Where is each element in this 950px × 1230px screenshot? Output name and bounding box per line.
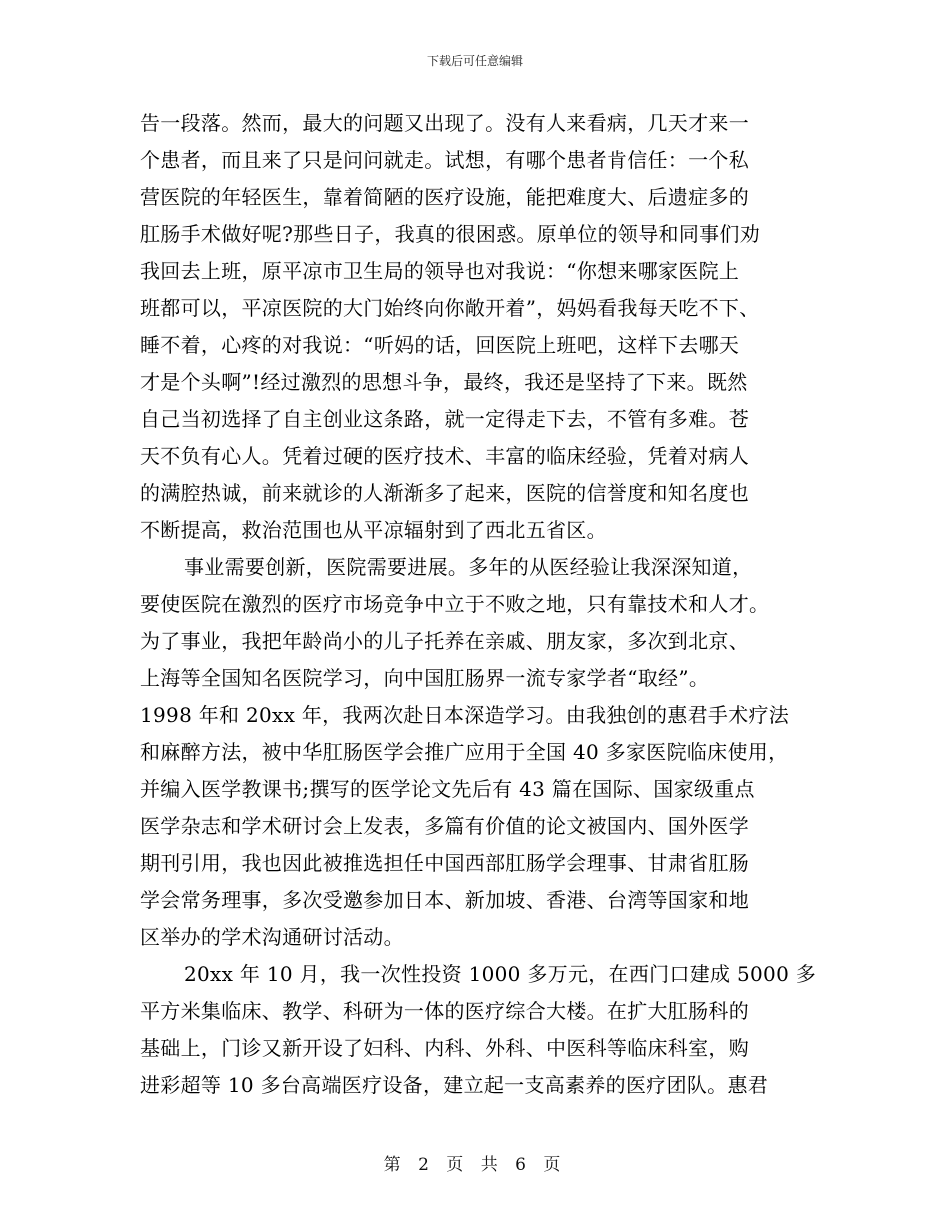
text-line: 我回去上班，原平凉市卫生局的领导也对我说：“你想来哪家医院上 (140, 259, 740, 283)
text-line: 要使医院在激烈的医疗市场竞争中立于不败之地，只有靠技术和人才。 (140, 592, 770, 616)
page-header: 下载后可任意编辑 (426, 54, 523, 68)
text-line: 个患者，而且来了只是问问就走。试想，有哪个患者肯信任：一个私 (140, 148, 749, 172)
text-line: 天不负有心人。凭着过硬的医疗技术、丰富的临床经验，凭着对病人 (140, 444, 749, 468)
text-line: 基础上，门诊又新开设了妇科、内科、外科、中医科等临床科室，购 (140, 1036, 749, 1060)
text-line: 不断提高，救治范围也从平凉辐射到了西北五省区。 (140, 518, 607, 542)
text-line: 告一段落。然而，最大的问题又出现了。没有人来看病，几天才来一 (140, 111, 749, 135)
text-line: 上海等全国知名医院学习，向中国肛肠界一流专家学者“取经”。 (140, 666, 710, 690)
text-line: 1998 年和 20xx 年，我两次赴日本深造学习。由我独创的惠君手术疗法 (140, 703, 790, 727)
text-line: 平方米集临床、教学、科研为一体的医疗综合大楼。在扩大肛肠科的 (140, 999, 749, 1023)
text-line: 区举办的学术沟通研讨活动。 (140, 925, 404, 949)
text-line: 并编入医学教课书;撰写的医学论文先后有 43 篇在国际、国家级重点 (140, 777, 755, 801)
text-line: 期刊引用，我也因此被推选担任中国西部肛肠学会理事、甘肃省肛肠 (140, 851, 749, 875)
text-line: 营医院的年轻医生，靠着简陋的医疗设施，能把难度大、后遗症多的 (140, 185, 749, 209)
text-line: 自己当初选择了自主创业这条路，就一定得走下去，不管有多难。苍 (140, 407, 749, 431)
text-line: 睡不着，心疼的对我说：“听妈的话，回医院上班吧，这样下去哪天 (140, 333, 740, 357)
text-line: 班都可以，平凉医院的大门始终向你敞开着”，妈妈看我每天吃不下、 (140, 296, 760, 320)
body-text (140, 105, 820, 1104)
text-line: 才是个头啊”!经过激烈的思想斗争，最终，我还是坚持了下来。既然 (140, 370, 748, 394)
text-line: 为了事业，我把年龄尚小的儿子托养在亲戚、朋友家，多次到北京、 (140, 629, 749, 653)
text-line: 的满腔热诚，前来就诊的人渐渐多了起来，医院的信誉度和知名度也 (140, 481, 749, 505)
text-line: 肛肠手术做好呢?那些日子，我真的很困惑。原单位的领导和同事们劝 (140, 222, 761, 246)
paragraph-start-line: 事业需要创新，医院需要进展。多年的从医经验让我深深知道， (184, 555, 753, 579)
text-line: 进彩超等 10 多台高端医疗设备，建立起一支高素养的医疗团队。惠君 (140, 1073, 769, 1097)
text-line: 和麻醉方法，被中华肛肠医学会推广应用于全国 40 多家医院临床使用， (140, 740, 789, 764)
paragraph-start-line: 20xx 年 10 月，我一次性投资 1000 多万元，在西门口建成 5000 多 (184, 962, 817, 986)
page-footer: 第 2 页 共 6 页 (383, 1155, 567, 1175)
text-line: 医学杂志和学术研讨会上发表，多篇有价值的论文被国内、国外医学 (140, 814, 749, 838)
text-line: 学会常务理事，多次受邀参加日本、新加坡、香港、台湾等国家和地 (140, 888, 749, 912)
